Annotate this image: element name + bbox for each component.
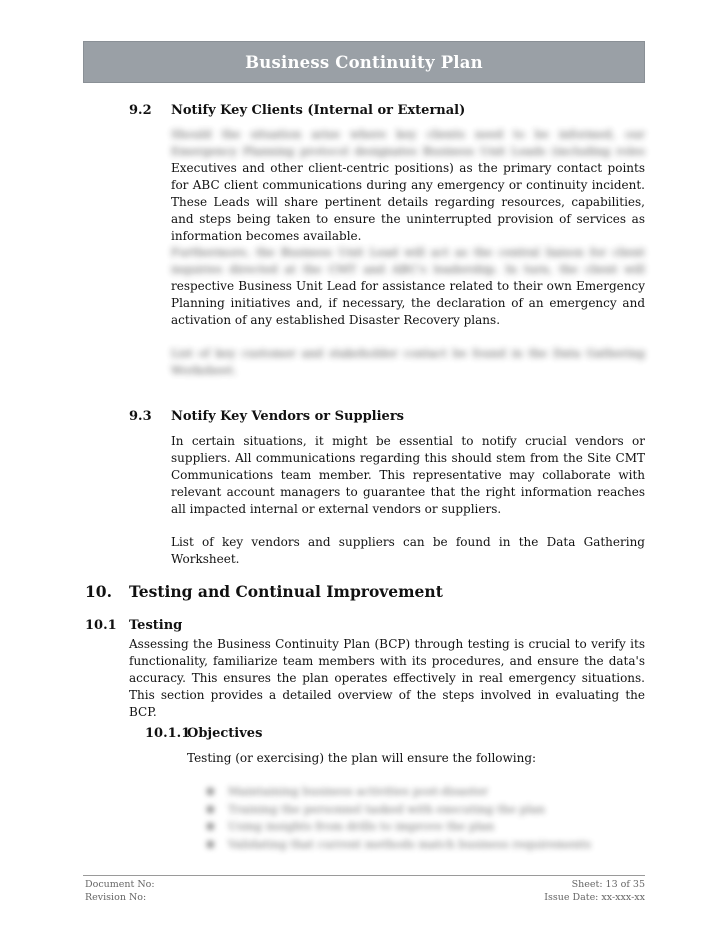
section-9-3-title: Notify Key Vendors or Suppliers <box>171 409 404 424</box>
section-10-title: Testing and Continual Improvement <box>129 582 443 601</box>
footer-divider <box>83 875 645 876</box>
section-9-3-paragraph-1: In certain situations, it might be essential to notify crucial vendors or suppliers. All communications regarding this should stem from the Site CMT Communications team member. This representative may collaborate with relevant account managers to guarantee that the right information reaches all impacted internal or external vendors or suppliers. <box>171 434 645 516</box>
list-item: ● Maintaining business activities post-disaster <box>206 783 606 801</box>
issue-date: Issue Date: xx-xxx-xx <box>544 892 645 903</box>
section-9-2-title: Notify Key Clients (Internal or External) <box>171 103 466 118</box>
blurred-text: Furthermore, the Business Unit Lead will act as the central liaison for client inquiries directed at the CMT and ABC's leadership. In turn, the client will <box>171 245 645 276</box>
revision-number-label: Revision No: <box>85 892 147 903</box>
section-10-1-number: 10.1 <box>85 618 117 633</box>
objectives-list <box>206 783 606 853</box>
section-9-2-paragraph-1: Executives and other client-centric positions) as the primary contact points for ABC client communications during any emergency or continuity incident. These Leads will share pertinent details regarding resources, capabilities, and steps being taken to ensure the uninterrupted provision of services as information becomes available. <box>171 161 645 243</box>
section-10-number: 10. <box>85 582 112 601</box>
list-item: ● Using insights from drills to improve the plan <box>206 818 606 836</box>
blurred-text: Should the situation arise where key clients need to be informed, our Emergency Planning protocol designates Business Unit Leads (including roles <box>171 127 645 158</box>
section-10-1-title: Testing <box>129 618 183 633</box>
section-9-3-number: 9.3 <box>129 409 152 424</box>
section-10-1-1-paragraph: Testing (or exercising) the plan will ensure the following: <box>187 751 537 765</box>
header-bar <box>83 41 645 83</box>
section-10-1-1-title: Objectives <box>187 726 263 741</box>
section-9-2-paragraph-2: respective Business Unit Lead for assistance related to their own Emergency Planning initiatives and, if necessary, the declaration of an emergency and activation of any established Disaster Recovery plans. <box>171 279 645 327</box>
page-title: Business Continuity Plan <box>245 52 483 72</box>
list-item: ● Training the personnel tasked with executing the plan <box>206 801 606 819</box>
list-item: ● Validating that current methods match business requirements <box>206 836 606 854</box>
section-9-2-number: 9.2 <box>129 103 152 118</box>
section-9-3-paragraph-2: List of key vendors and suppliers can be found in the Data Gathering Worksheet. <box>171 535 645 566</box>
blurred-text: List of key customer and stakeholder contact be found in the Data Gathering Worksheet. <box>171 346 645 377</box>
section-10-1-1-number: 10.1.1 <box>145 726 191 741</box>
sheet-number: Sheet: 13 of 35 <box>571 879 645 890</box>
section-10-1-paragraph: Assessing the Business Continuity Plan (BCP) through testing is crucial to verify its functionality, familiarize team members with its procedures, and ensure the data's accuracy. This ensures the plan operates effectively in real emergency situations. This section provides a detailed overview of the steps involved in evaluating the BCP. <box>129 637 645 719</box>
document-number-label: Document No: <box>85 879 155 890</box>
